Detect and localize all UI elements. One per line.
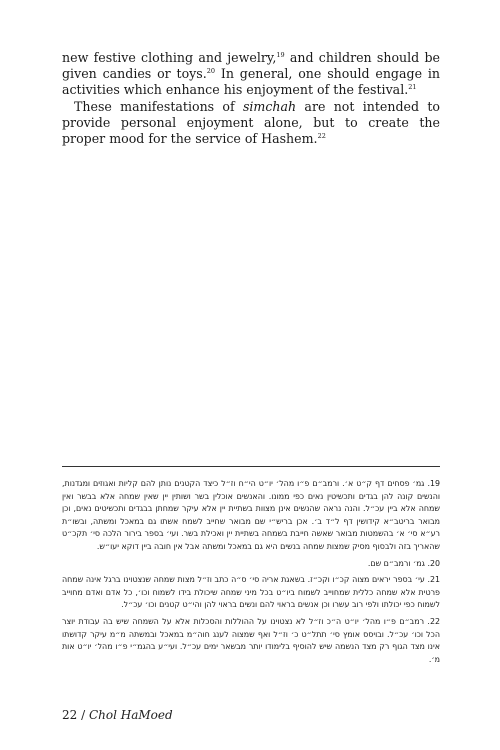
footnote-number: 21. [427,575,440,585]
footnote-text: רמב״ם פ״ו מהל׳ יו״ט ה״כ וז״ל לא נצטוינו על ההוללות והסכלות אלא על השמחה שיש בה עבודת יוצר הכל וכו׳ עכ״ל. ובויסס אומץ סי׳ תתל״ט כ׳ וז״ל ואף שמצוה לענג חוה״מ במאכל ובמשתה מ״מ עיקר קדושתו אינו מצד הגוף רק מצד הנשמה שיש להוסיף בלימודו יותר מבשאר ימים עכ״ל. ועי״ע בהגמ״י פ״ו מהל׳ יו״ט אות מ׳. [62,616,440,664]
footnote-19 [62,478,440,554]
paragraph-2 [62,99,440,148]
emphasis-term: simchah [242,98,297,114]
text-run: are not intended to provide personal enjoyment alone, but to create the proper mood for the service of Hashem. [62,98,440,147]
text-run: and children should be given candies or toys. [62,50,441,82]
text-run: new festive clothing and jewelry, [62,50,277,65]
footnote-text: גמ׳ פסחים דף ק״ט א׳. ורמב״ם פ״ו מהל׳ יו״ט הי״ח וז״ל כיצד הקטנים נותן להם קליות ואגוזים ומגדנות, והנשים קונה להן בגדים ותכשיטין נאים כפי ממונו. והאנשים אוכלין בשר ושותין יין שאין שמחה אלא בבשר ואין שמחה אלא ביין עכ״ל. והנה נראה שהנשים אינן מצוות בשתיית יין אלא עיקר שמחתן בבגדים ותכשיטים נאים, וכן מבואר בריטב״א קידושין דף ל״ד ב׳. אכן בריש״י שם מבואר שחייב לשמח אשתו גם במאכל ומשתה, ובשו״ת רע״א סי׳ א׳ בהשמטות מבואר שאשה חייבת בשמחה בשתיית יין ואכילת בשר. ועי׳ בספר בירור הלכה סי׳ תקכ״ט שהאריך בזה ולבסוף מסיק שמצות שמחה בנשים היא גם במאכל ומשתה אבל אין חובה ביין דוקא יעו״ש. [62,479,440,551]
text-run: In general, one should engage in activities which enhance his enjoyment of the festival. [62,66,440,98]
page-footer [62,708,173,722]
footnote-text: גמ׳ ורמב״ם שם. [367,558,425,568]
footnote-20 [62,558,440,571]
footnote-number: 19. [427,479,440,488]
footnote-22 [62,616,440,666]
page-number: 22 [62,708,78,722]
footnote-number: 22. [427,616,440,626]
footnote-divider [62,466,440,467]
text-run: These manifestations of [74,98,243,114]
footnote-21 [62,574,440,612]
footnotes [62,478,440,670]
paragraph-1 [62,50,440,99]
footer-separator: / [77,708,89,722]
main-text [62,50,440,147]
footnote-ref-19[interactable]: 19 [276,51,285,59]
footnote-text: עי׳ בספר יראים מצוה קכ״ו וקכ״ז. בשאגת אריה סי׳ ס״ה כתב וז״ל מצות שמחה שנצטוינו ברגל אינה שמחה פרטית אלא שמחה כללית שמחוייב לשמוח ביו״ט בכל מיני שמחה שיכולת בידו לשמוח וכו׳, כל אדם ואדם מחוייב לשמוח כפי יכולתו ולפי רוב עשרו וכן אנשים בראוי להם ונשים בראוי להן והי״ט קטנים וכו׳ עכ״ל. [62,575,440,610]
footnote-ref-21[interactable]: 21 [408,83,417,92]
footnote-ref-22[interactable]: 22 [317,132,326,141]
footnote-number: 20. [427,558,440,568]
running-title: Chol HaMoed [88,708,173,722]
footnote-ref-20[interactable]: 20 [206,67,216,76]
